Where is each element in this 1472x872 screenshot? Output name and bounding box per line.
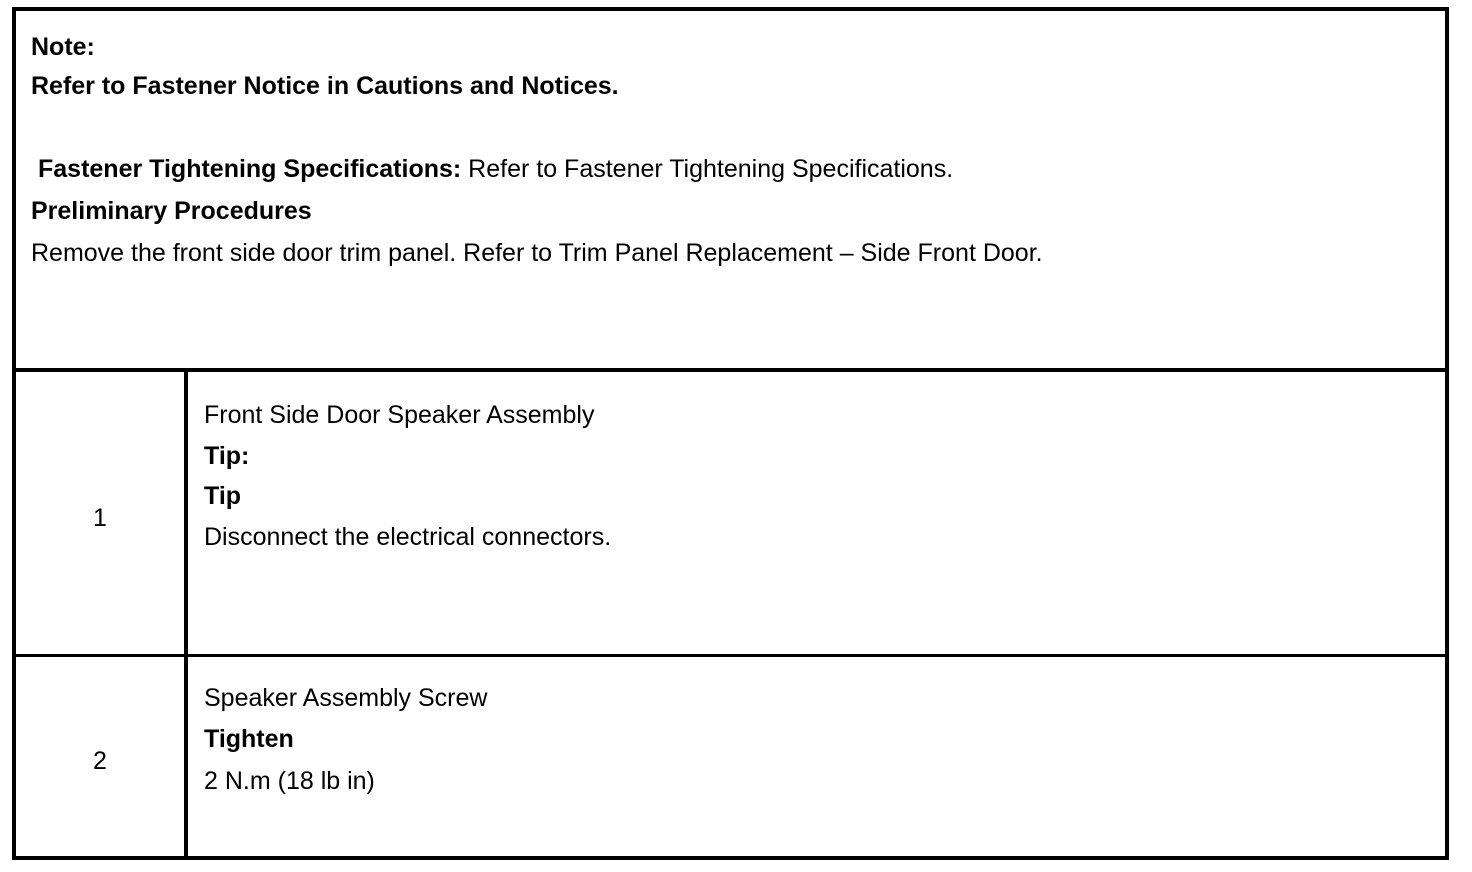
step-instruction: Disconnect the electrical connectors. — [204, 523, 612, 551]
step-component: Speaker Assembly Screw — [204, 684, 488, 712]
step-number-cell — [16, 657, 188, 856]
step-body-cell — [188, 657, 1445, 856]
step-label: Tip: — [204, 442, 250, 470]
prelim-text: Remove the front side door trim panel. Refer to Trim Panel Replacement – Side Front Door. — [31, 239, 1043, 267]
step-body-cell — [188, 372, 1445, 654]
spec-label: Fastener Tightening Specifications: — [38, 155, 462, 183]
header-cell — [16, 11, 1445, 372]
table-row — [16, 657, 1445, 856]
step-component: Front Side Door Speaker Assembly — [204, 401, 595, 429]
spec-line — [38, 154, 953, 184]
procedure-table — [12, 7, 1449, 860]
step-number: 1 — [93, 504, 107, 532]
step-label: Tighten — [204, 725, 294, 753]
step-instruction: 2 N.m (18 lb in) — [204, 767, 375, 795]
table-row — [16, 372, 1445, 657]
step-number-cell — [16, 372, 188, 654]
note-text: Refer to Fastener Notice in Cautions and Notices. — [31, 72, 619, 100]
note-label: Note: — [31, 33, 95, 61]
step-label: Tip — [204, 482, 242, 510]
spec-text: Refer to Fastener Tightening Specifications. — [468, 155, 954, 183]
prelim-heading: Preliminary Procedures — [31, 197, 312, 225]
step-number: 2 — [93, 747, 107, 775]
